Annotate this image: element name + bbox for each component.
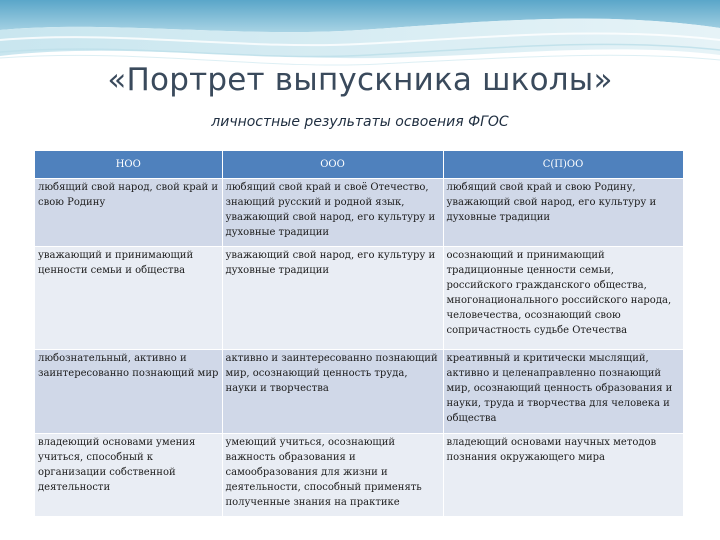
table-cell: любознательный, активно и заинтересованно познающий мир (35, 350, 222, 434)
table-cell: владеющий основами умения учиться, способный к организации собственной деятельности (35, 434, 222, 517)
column-header-ooo: ООО (222, 151, 443, 179)
table-cell: любящий свой край и свою Родину, уважающий свой народ, его культуру и духовные традиции (443, 179, 683, 247)
results-table (35, 151, 684, 516)
table-cell: активно и заинтересованно познающий мир, осознающий ценность труда, науки и творчества (222, 350, 443, 434)
column-header-spoo: С(П)ОО (443, 151, 683, 179)
table-cell: осознающий и принимающий традиционные ценности семьи, российского гражданского общества, многонационального российского народа, человечества, осознающий свою сопричастность судьбе Отечества (443, 247, 683, 350)
table-cell: уважающий и принимающий ценности семьи и общества (35, 247, 222, 350)
table-cell: умеющий учиться, осознающий важность образования и самообразования для жизни и деятельности, способный применять полученные знания на практике (222, 434, 443, 517)
wave-background (0, 0, 720, 120)
table-cell: уважающий свой народ, его культуру и духовные традиции (222, 247, 443, 350)
table-cell: любящий свой край и своё Отечество, знающий русский и родной язык, уважающий свой народ, его культуру и духовные традиции (222, 179, 443, 247)
column-header-noo: НОО (35, 151, 222, 179)
slide-subtitle: личностные результаты освоения ФГОС (211, 114, 509, 130)
table-row (35, 179, 683, 247)
table-cell: владеющий основами научных методов познания окружающего мира (443, 434, 683, 517)
table-cell: любящий свой народ, свой край и свою Родину (35, 179, 222, 247)
table-cell: креативный и критически мыслящий, активно и целенаправленно познающий мир, осознающий ценность образования и науки, труда и творчества для человека и общества (443, 350, 683, 434)
table-row (35, 247, 683, 350)
table-row (35, 350, 683, 434)
table-row (35, 434, 683, 517)
table-header-row (35, 151, 683, 179)
slide-title: «Портрет выпускника школы» (107, 62, 613, 98)
